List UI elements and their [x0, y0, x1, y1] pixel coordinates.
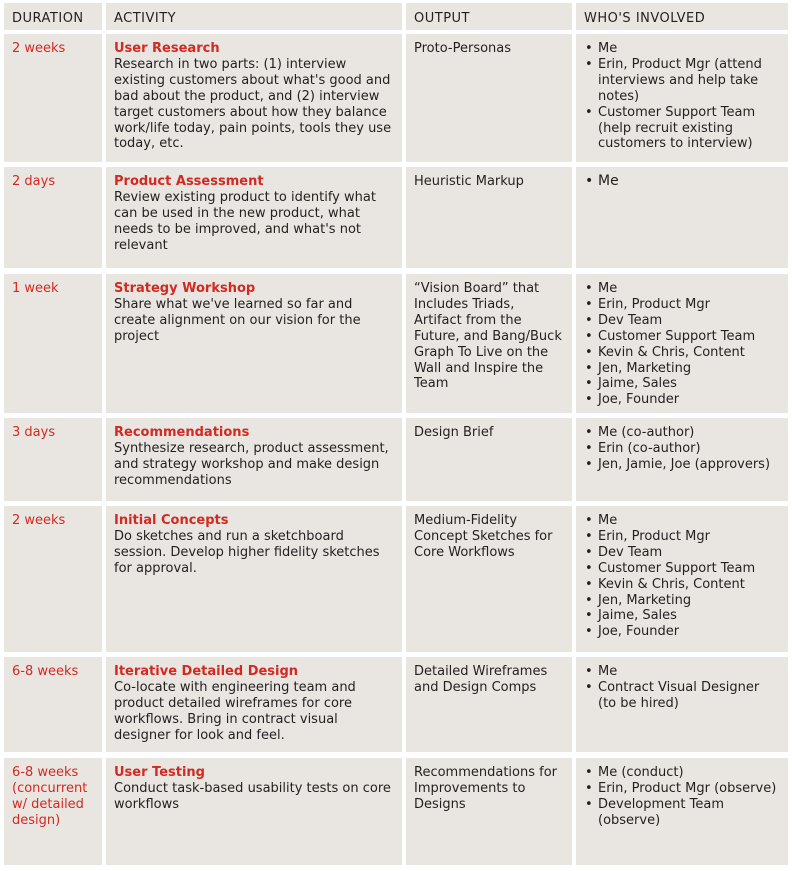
header-output: OUTPUT: [406, 3, 572, 30]
row-5-output: Medium-Fidelity Concept Sketches for Core Workflows: [406, 506, 572, 652]
row-6-duration: 6-8 weeks: [4, 657, 102, 752]
row-7-activity: [106, 758, 402, 865]
activity-description: Do sketches and run a sketchboard session. Develop higher fidelity sketches for approval.: [114, 528, 380, 576]
row-6-output: Detailed Wireframes and Design Comps: [406, 657, 572, 752]
row-3-output: “Vision Board” that Includes Triads, Artifact from the Future, and Bang/Buck Graph To Live on the Wall and Inspire the Team: [406, 274, 572, 413]
row-7-output: Recommendations for Improvements to Designs: [406, 758, 572, 865]
header-involved: WHO'S INVOLVED: [576, 3, 788, 30]
activity-description: Research in two parts: (1) interview existing customers about what's good and bad about the product, and (2) interview target customers about how they balance work/life today, pain points, tools they use today, etc.: [114, 56, 392, 152]
activity-description: Share what we've learned so far and create alignment on our vision for the project: [114, 296, 361, 344]
row-1-activity: [106, 34, 402, 162]
row-3-duration: 1 week: [4, 274, 102, 413]
row-2-activity: [106, 167, 402, 268]
activity-title: User Testing: [114, 765, 205, 780]
involved-item: • Jen, Marketing: [584, 593, 780, 609]
involved-item: • Contract Visual Designer (to be hired): [584, 680, 780, 712]
involved-item: • Erin, Product Mgr (attend interviews and help take notes): [584, 57, 780, 105]
involved-item: • Kevin & Chris, Content: [584, 577, 780, 593]
involved-item: • Erin, Product Mgr: [584, 297, 780, 313]
involved-item: • Jaime, Sales: [584, 608, 780, 624]
involved-item: • Erin (co-author): [584, 441, 780, 457]
activity-description: Co-locate with engineering team and product detailed wireframes for core workflows. Bring in contract visual designer for look and feel.: [114, 679, 356, 743]
involved-item: • Kevin & Chris, Content: [584, 345, 780, 361]
row-5-involved: [576, 506, 788, 652]
involved-item: • Me: [584, 513, 780, 529]
row-5-activity: [106, 506, 402, 652]
activity-description: Conduct task-based usability tests on core workflows: [114, 780, 391, 812]
row-2-output: Heuristic Markup: [406, 167, 572, 268]
activity-title: Iterative Detailed Design: [114, 664, 299, 679]
involved-item: • Joe, Founder: [584, 392, 780, 408]
row-4-involved: [576, 418, 788, 501]
row-7-involved: [576, 758, 788, 865]
row-3-activity: [106, 274, 402, 413]
involved-item: • Me: [584, 281, 780, 297]
involved-list: [584, 281, 780, 408]
involved-item: • Dev Team: [584, 313, 780, 329]
involved-item: • Me (co-author): [584, 425, 780, 441]
row-1-output: Proto-Personas: [406, 34, 572, 162]
row-6-involved: [576, 657, 788, 752]
involved-item: • Me (conduct): [584, 765, 780, 781]
row-6-activity: [106, 657, 402, 752]
involved-item: • Me: [584, 41, 780, 57]
row-1-duration: 2 weeks: [4, 34, 102, 162]
involved-item: • Me: [584, 174, 780, 190]
involved-item: • Dev Team: [584, 545, 780, 561]
involved-item: • Erin, Product Mgr (observe): [584, 781, 780, 797]
row-3-involved: [576, 274, 788, 413]
involved-item: • Customer Support Team (help recruit existing customers to interview): [584, 105, 780, 153]
row-4-duration: 3 days: [4, 418, 102, 501]
involved-list: [584, 664, 780, 712]
activity-description: Synthesize research, product assessment, and strategy workshop and make design recommendations: [114, 440, 389, 488]
involved-item: • Jaime, Sales: [584, 376, 780, 392]
row-4-output: Design Brief: [406, 418, 572, 501]
row-1-involved: [576, 34, 788, 162]
activity-title: Strategy Workshop: [114, 281, 256, 296]
activity-title: User Research: [114, 41, 220, 56]
activity-description: Review existing product to identify what can be used in the new product, what needs to be improved, and what's not relevant: [114, 189, 376, 253]
involved-list: [584, 425, 780, 473]
involved-item: • Development Team (observe): [584, 797, 780, 829]
row-4-activity: [106, 418, 402, 501]
row-7-duration: 6-8 weeks (concurrent w/ detailed design): [4, 758, 102, 865]
header-activity: ACTIVITY: [106, 3, 402, 30]
row-5-duration: 2 weeks: [4, 506, 102, 652]
row-2-duration: 2 days: [4, 167, 102, 268]
involved-item: • Jen, Marketing: [584, 361, 780, 377]
involved-item: • Customer Support Team: [584, 329, 780, 345]
involved-item: • Joe, Founder: [584, 624, 780, 640]
involved-list: [584, 513, 780, 640]
involved-item: • Me: [584, 664, 780, 680]
involved-item: • Jen, Jamie, Joe (approvers): [584, 457, 780, 473]
row-2-involved: [576, 167, 788, 268]
involved-list: [584, 41, 780, 152]
activity-title: Recommendations: [114, 425, 250, 440]
activity-title: Product Assessment: [114, 174, 264, 189]
involved-item: • Customer Support Team: [584, 561, 780, 577]
involved-list: [584, 174, 780, 190]
involved-item: • Erin, Product Mgr: [584, 529, 780, 545]
involved-list: [584, 765, 780, 829]
header-duration: DURATION: [4, 3, 102, 30]
activity-title: Initial Concepts: [114, 513, 229, 528]
